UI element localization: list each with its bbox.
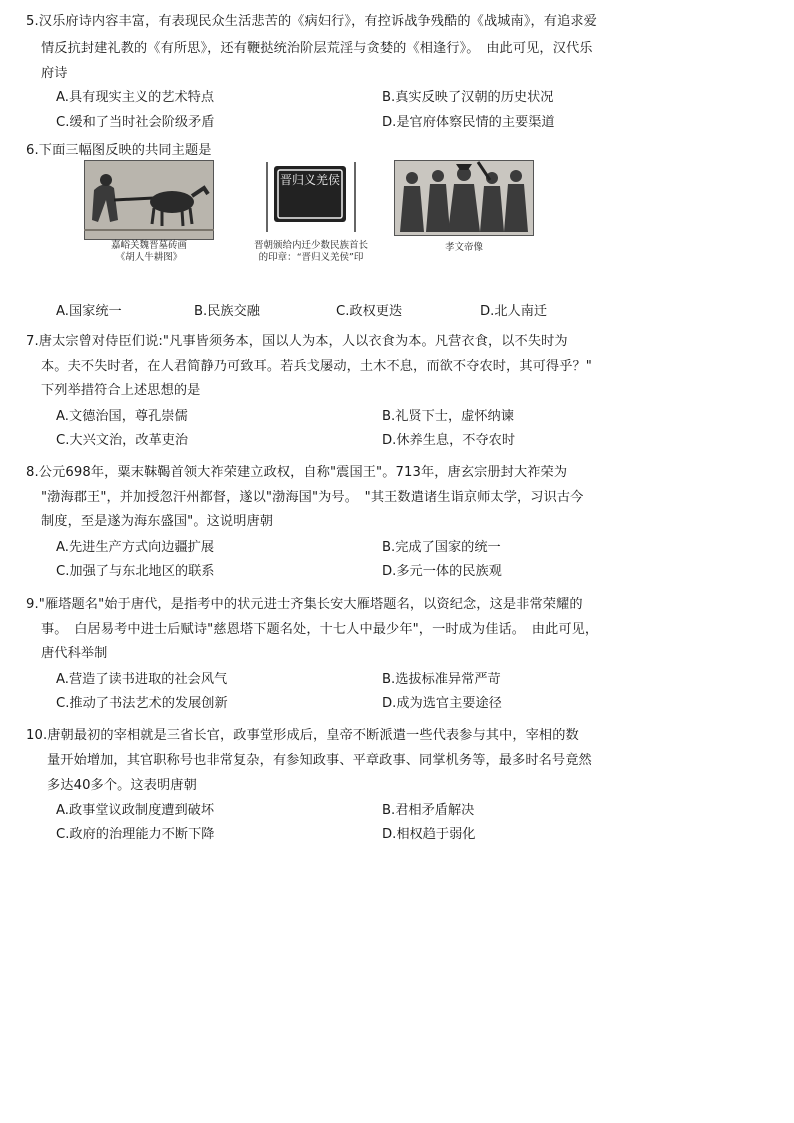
q5-stem-line-3: 府诗 xyxy=(41,66,68,81)
q8-stem-line-1: 8.公元698年，粟末靺鞨首领大祚荣建立政权，自称"震国王"。713年，唐玄宗册封大祚荣为 xyxy=(26,465,568,480)
brick-painting-image xyxy=(84,160,214,240)
q9-option-a[interactable]: A.营造了读书进取的社会风气 xyxy=(56,672,228,687)
q7-option-a[interactable]: A.文德治国，尊孔崇儒 xyxy=(56,409,188,424)
seal-text: 晋归义羌侯 xyxy=(279,173,340,187)
q10-option-b[interactable]: B.君相矛盾解决 xyxy=(382,803,475,818)
seal-image xyxy=(244,160,378,236)
q8-option-c[interactable]: C.加强了与东北地区的联系 xyxy=(56,564,215,579)
brick-painting-drawing xyxy=(84,160,214,240)
q9-stem-line-1: 9."雁塔题名"始于唐代，是指考中的状元进士齐集长安大雁塔题名，以资纪念，这是非常荣耀的 xyxy=(26,597,583,612)
q10-stem-line-1: 10.唐朝最初的宰相就是三省长官，政事堂形成后，皇帝不断派遣一些代表参与其中，宰相的数 xyxy=(26,728,579,743)
q10-stem-line-2: 量开始增加，其官职称号也非常复杂，有参知政事、平章政事、同掌机务等，最多时名号竟然 xyxy=(47,753,592,768)
q10-option-c[interactable]: C.政府的治理能力不断下降 xyxy=(56,827,215,842)
q8-option-b[interactable]: B.完成了国家的统一 xyxy=(382,540,501,555)
q10-stem-line-3: 多达40多个。这表明唐朝 xyxy=(47,778,197,793)
q8-stem-line-3: 制度，至是遂为海东盛国"。这说明唐朝 xyxy=(41,514,274,529)
q7-option-d[interactable]: D.休养生息，不夺农时 xyxy=(382,433,516,448)
q6-option-c[interactable]: C.政权更迭 xyxy=(336,304,403,319)
q9-option-b[interactable]: B.选拔标准异常严苛 xyxy=(382,672,501,687)
emperor-portrait-image xyxy=(394,160,534,236)
q7-stem-line-3: 下列举措符合上述思想的是 xyxy=(41,383,201,398)
q5-stem-line-2: 情反抗封建礼教的《有所思》，还有鞭挞统治阶层荒淫与贪婪的《相逢行》。 由此可见，汉代乐 xyxy=(41,41,593,56)
q7-stem-line-2: 本。夫不失时者，在人君简静乃可致耳。若兵戈屡动，土木不息，而欲不夺农时，其可得乎？" xyxy=(41,359,592,374)
brick-caption-line-2: 《胡人牛耕图》 xyxy=(115,252,183,263)
q10-option-d[interactable]: D.相权趋于弱化 xyxy=(382,827,476,842)
q6-option-d[interactable]: D.北人南迁 xyxy=(480,304,548,319)
q9-option-d[interactable]: D.成为选官主要途径 xyxy=(382,696,502,711)
q5-option-b[interactable]: B.真实反映了汉朝的历史状况 xyxy=(382,90,554,105)
q5-stem-line-1: 5.汉乐府诗内容丰富，有表现民众生活悲苦的《病妇行》，有控诉战争残酷的《战城南》，有追求爱 xyxy=(26,14,597,29)
seal-caption-line-2: 的印章：“晋归义羌侯”印 xyxy=(258,252,364,263)
q7-option-b[interactable]: B.礼贤下士，虚怀纳谏 xyxy=(382,409,514,424)
brick-caption-line-1: 嘉峪关魏晋墓砖画 xyxy=(110,240,187,251)
q5-option-c[interactable]: C.缓和了当时社会阶级矛盾 xyxy=(56,115,215,130)
q8-option-d[interactable]: D.多元一体的民族观 xyxy=(382,564,502,579)
q6-stem: 6.下面三幅图反映的共同主题是 xyxy=(26,143,212,158)
q10-option-a[interactable]: A.政事堂议政制度遭到破坏 xyxy=(56,803,215,818)
q6-option-a[interactable]: A.国家统一 xyxy=(56,304,122,319)
q7-stem-line-1: 7.唐太宗曾对侍臣们说:"凡事皆须务本，国以人为本，人以衣食为本。凡营衣食，以不失时为 xyxy=(26,334,568,349)
seal-caption-line-1: 晋朝颁给内迁少数民族首长 xyxy=(253,240,368,251)
q6-option-b[interactable]: B.民族交融 xyxy=(194,304,260,319)
q5-option-a[interactable]: A.具有现实主义的艺术特点 xyxy=(56,90,215,105)
q8-option-a[interactable]: A.先进生产方式向边疆扩展 xyxy=(56,540,215,555)
q5-option-d[interactable]: D.是官府体察民情的主要渠道 xyxy=(382,115,555,130)
q8-stem-line-2: "渤海郡王"，并加授忽汗州都督，遂以"渤海国"为号。 "其王数遣诸生诣京师太学，习识古今 xyxy=(41,490,584,505)
emperor-caption: 孝文帝像 xyxy=(444,242,483,253)
q7-option-c[interactable]: C.大兴文治，改革吏治 xyxy=(56,433,189,448)
q9-option-c[interactable]: C.推动了书法艺术的发展创新 xyxy=(56,696,228,711)
q9-stem-line-2: 事。 白居易考中进士后赋诗"慈恩塔下题名处，十七人中最少年"，一时成为佳话。 由此可见， xyxy=(41,622,599,637)
q9-stem-line-3: 唐代科举制 xyxy=(41,646,108,661)
emperor-portrait-drawing xyxy=(394,160,534,236)
